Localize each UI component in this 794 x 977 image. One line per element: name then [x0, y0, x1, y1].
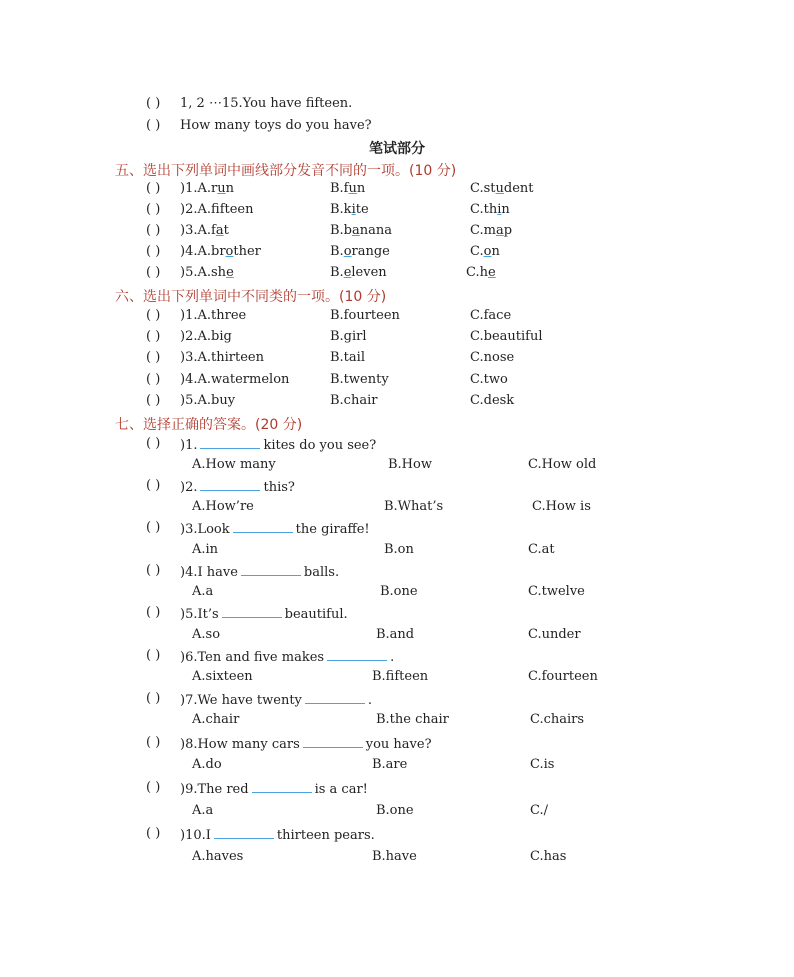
option-a: A.a: [192, 584, 214, 599]
answer-blank[interactable]: [214, 826, 274, 839]
question-text: )4.I have balls.: [180, 565, 340, 580]
question-text: )7.We have twenty .: [180, 693, 373, 708]
option-b: B.orange: [330, 244, 390, 259]
question-text: )3.Look the giraffe!: [180, 522, 370, 537]
option-a: )1.A.run: [180, 181, 234, 196]
option-c: C.How is: [532, 499, 591, 514]
options-row: [0, 803, 794, 821]
option-b: B.the chair: [376, 712, 449, 727]
answer-paren: ( ): [146, 436, 161, 451]
question-row: [0, 826, 794, 844]
options-row: [0, 499, 794, 517]
options-row: [0, 542, 794, 560]
answer-paren: ( ): [146, 605, 161, 620]
answer-paren: ( ): [146, 780, 161, 795]
question-row: [0, 563, 794, 581]
option-a: )3.A.thirteen: [180, 350, 264, 365]
option-b: B.eleven: [330, 265, 387, 280]
question-row: [0, 393, 794, 411]
answer-paren: ( ): [146, 478, 161, 493]
option-c: C.How old: [528, 457, 597, 472]
option-a: )4.A.watermelon: [180, 372, 290, 387]
option-c: C.face: [470, 308, 512, 323]
answer-paren: ( ): [146, 691, 161, 706]
option-a: A.do: [192, 757, 222, 772]
answer-paren: ( ): [146, 563, 161, 578]
question-row: [0, 329, 794, 347]
option-b: B.chair: [330, 393, 378, 408]
answer-blank[interactable]: [305, 691, 365, 704]
question-row: [0, 436, 794, 454]
option-b: B.How: [388, 457, 432, 472]
question-row: [0, 265, 794, 283]
option-c: C.on: [470, 244, 500, 259]
option-b: B.tail: [330, 350, 365, 365]
question-text: )10.I thirteen pears.: [180, 828, 375, 843]
option-b: B.on: [384, 542, 414, 557]
answer-blank[interactable]: [200, 436, 260, 449]
question-text: )6.Ten and five makes .: [180, 650, 395, 665]
option-c: C.chairs: [530, 712, 585, 727]
option-c: C./: [530, 803, 548, 818]
option-a: A.How many: [192, 457, 276, 472]
option-b: B.twenty: [330, 372, 389, 387]
option-c: C.at: [528, 542, 555, 557]
answer-paren: ( ): [146, 96, 161, 111]
option-a: A.a: [192, 803, 214, 818]
option-a: )1.A.three: [180, 308, 247, 323]
question-row: [0, 735, 794, 753]
option-c: C.thin: [470, 202, 510, 217]
option-c: C.desk: [470, 393, 515, 408]
options-row: [0, 849, 794, 867]
question-row: [0, 691, 794, 709]
options-row: [0, 757, 794, 775]
option-b: B.and: [376, 627, 415, 642]
question-row: [0, 520, 794, 538]
options-row: [0, 627, 794, 645]
answer-paren: ( ): [146, 372, 161, 387]
question-text: )8.How many cars you have?: [180, 737, 432, 752]
question-text: )1. kites do you see?: [180, 438, 377, 453]
question-row: [0, 605, 794, 623]
answer-blank[interactable]: [303, 735, 363, 748]
option-c: C.under: [528, 627, 581, 642]
answer-blank[interactable]: [222, 605, 282, 618]
listening-line: [0, 96, 794, 114]
option-b: B.fun: [330, 181, 366, 196]
answer-paren: ( ): [146, 648, 161, 663]
option-c: C.he: [466, 265, 496, 280]
option-b: B.are: [372, 757, 408, 772]
option-b: B.What’s: [384, 499, 444, 514]
option-a: A.sixteen: [192, 669, 253, 684]
option-a: )5.A.she: [180, 265, 234, 280]
question-row: [0, 202, 794, 220]
option-a: A.haves: [192, 849, 244, 864]
question-row: [0, 372, 794, 390]
option-b: B.fifteen: [372, 669, 429, 684]
option-b: B.one: [376, 803, 414, 818]
question-row: [0, 181, 794, 199]
option-c: C.fourteen: [528, 669, 598, 684]
option-a: )2.A.ffteen: [180, 202, 254, 217]
options-row: [0, 584, 794, 602]
listening-line: [0, 118, 794, 136]
option-b: B.banana: [330, 223, 393, 238]
question-row: [0, 648, 794, 666]
answer-paren: ( ): [146, 329, 161, 344]
option-a: )4.A.brother: [180, 244, 261, 259]
question-text: )9.The red is a car!: [180, 782, 368, 797]
question-text: How many toys do you have?: [180, 118, 372, 133]
option-c: C.is: [530, 757, 555, 772]
option-a: A.How’re: [192, 499, 254, 514]
section5-heading: 五、选出下列单词中画线部分发音不同的一项。(10 分): [115, 163, 457, 179]
answer-blank[interactable]: [200, 478, 260, 491]
option-a: A.so: [192, 627, 221, 642]
option-c: C.nose: [470, 350, 515, 365]
option-a: )3.A.fat: [180, 223, 229, 238]
option-a: A.chair: [192, 712, 240, 727]
options-row: [0, 457, 794, 475]
option-c: C.two: [470, 372, 508, 387]
option-a: )2.A.big: [180, 329, 232, 344]
answer-paren: ( ): [146, 350, 161, 365]
option-b: B.fourteen: [330, 308, 400, 323]
section6-heading: 六、选出下列单词中不同类的一项。(10 分): [115, 289, 387, 305]
section-title: 笔试部分: [369, 141, 425, 157]
answer-paren: ( ): [146, 118, 161, 133]
answer-blank[interactable]: [252, 780, 312, 793]
question-row: [0, 244, 794, 262]
option-a: )5.A.buy: [180, 393, 236, 408]
answer-paren: ( ): [146, 308, 161, 323]
answer-blank[interactable]: [233, 520, 293, 533]
option-b: B.have: [372, 849, 417, 864]
option-a: A.in: [192, 542, 219, 557]
option-c: C.map: [470, 223, 513, 238]
question-row: [0, 223, 794, 241]
answer-paren: ( ): [146, 223, 161, 238]
answer-paren: ( ): [146, 244, 161, 259]
question-text: 1, 2 ⋯15.You have fifteen.: [180, 96, 353, 111]
option-b: B.kite: [330, 202, 369, 217]
option-b: B.girl: [330, 329, 367, 344]
section7-heading: 七、选择正确的答案。(20 分): [115, 417, 303, 433]
options-row: [0, 712, 794, 730]
answer-blank[interactable]: [327, 648, 387, 661]
answer-paren: ( ): [146, 393, 161, 408]
answer-paren: ( ): [146, 265, 161, 280]
answer-paren: ( ): [146, 202, 161, 217]
question-text: )5.It’s beautiful.: [180, 607, 348, 622]
option-c: C.student: [470, 181, 534, 196]
option-c: C.has: [530, 849, 567, 864]
answer-paren: ( ): [146, 826, 161, 841]
option-c: C.beautiful: [470, 329, 543, 344]
answer-blank[interactable]: [241, 563, 301, 576]
question-row: [0, 350, 794, 368]
question-text: )2. this?: [180, 480, 295, 495]
question-row: [0, 308, 794, 326]
answer-paren: ( ): [146, 735, 161, 750]
question-row: [0, 780, 794, 798]
question-row: [0, 478, 794, 496]
answer-paren: ( ): [146, 181, 161, 196]
answer-paren: ( ): [146, 520, 161, 535]
option-c: C.twelve: [528, 584, 585, 599]
options-row: [0, 669, 794, 687]
option-b: B.one: [380, 584, 418, 599]
